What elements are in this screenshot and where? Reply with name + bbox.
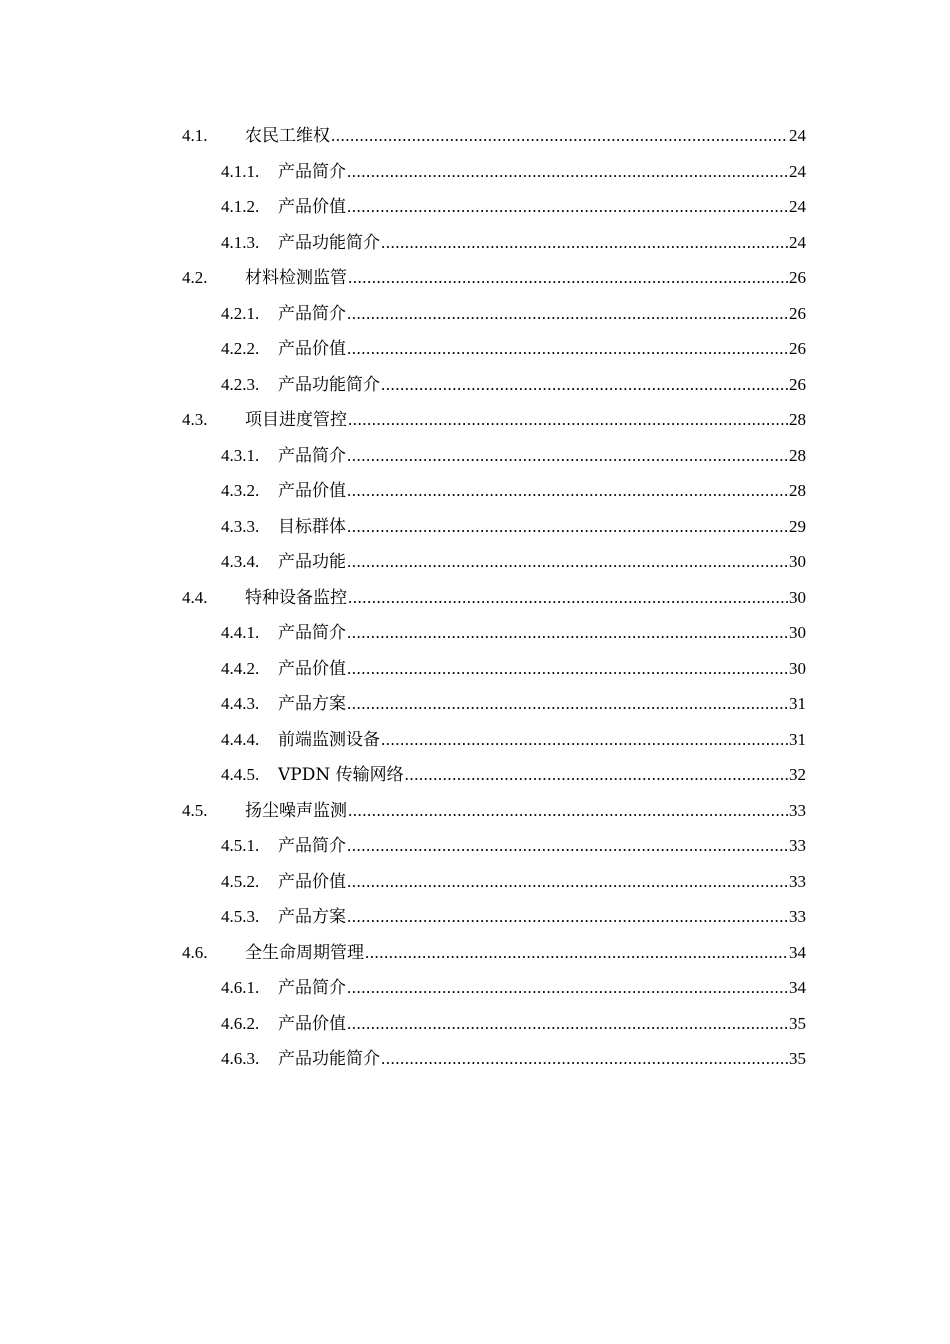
toc-number: 4.2.1.: [221, 303, 260, 323]
toc-title: 目标群体: [278, 516, 346, 537]
toc-leader: [347, 296, 788, 332]
toc-title: 产品价值: [278, 871, 346, 892]
toc-title: 产品简介: [278, 978, 346, 998]
toc-number: 4.6.1.: [221, 978, 260, 997]
toc-number: 4.6.2.: [221, 1013, 260, 1033]
toc-page: 24: [789, 126, 806, 145]
toc-page: 24: [789, 232, 806, 252]
toc-page: 35: [789, 1049, 806, 1068]
toc-number: 4.3.4.: [221, 552, 260, 571]
toc-leader: [381, 225, 788, 261]
toc-number: 4.4.3.: [221, 694, 260, 713]
toc-leader: [348, 793, 788, 829]
toc-entry[interactable]: [0, 899, 950, 935]
toc-leader: [347, 615, 788, 651]
toc-page: 33: [789, 871, 806, 891]
toc-title: 产品价值: [278, 339, 346, 359]
toc-number: 4.3.1.: [221, 445, 260, 465]
toc-leader: [381, 367, 788, 403]
toc-title: 产品功能简介: [278, 374, 380, 395]
toc-number: 4.1.2.: [221, 197, 260, 216]
toc-entry[interactable]: [0, 970, 950, 1006]
toc-number: 4.3.: [182, 410, 208, 429]
toc-title: 产品价值: [278, 658, 346, 679]
toc-number: 4.5.1.: [221, 836, 260, 855]
toc-page: 29: [789, 516, 806, 536]
toc-number: 4.4.1.: [221, 623, 260, 642]
toc-number: 4.3.3.: [221, 516, 260, 536]
toc-title: 全生命周期管理: [245, 942, 364, 963]
toc-title: 扬尘噪声监测: [245, 800, 347, 821]
toc-number: 4.6.: [182, 942, 208, 962]
toc-page: 31: [789, 694, 806, 713]
toc-title: 产品价值: [278, 481, 346, 501]
toc-page: 32: [789, 765, 806, 784]
toc-title: 材料检测监管: [245, 268, 347, 288]
toc-title: 项目进度管控: [245, 410, 347, 430]
toc-entry[interactable]: [0, 225, 950, 261]
toc-page: 28: [789, 410, 806, 429]
toc-entry[interactable]: [0, 1006, 950, 1042]
toc-number: 4.5.2.: [221, 871, 260, 891]
toc-page: 24: [789, 197, 806, 216]
toc-title: 产品功能: [278, 552, 346, 572]
toc-number: 4.2.: [182, 268, 208, 287]
toc-page: 28: [789, 445, 806, 465]
toc-entry[interactable]: [0, 189, 950, 225]
toc-leader: [365, 935, 788, 971]
toc-leader: [347, 686, 788, 722]
toc-entry[interactable]: [0, 118, 950, 154]
toc-title: 产品简介: [278, 445, 346, 466]
toc-page: 24: [789, 161, 806, 181]
toc-entry[interactable]: [0, 154, 950, 190]
toc-entry[interactable]: [0, 864, 950, 900]
toc-leader: [347, 651, 788, 687]
toc-title: 前端监测设备: [278, 729, 380, 750]
toc-title: 产品简介: [278, 161, 346, 182]
toc-page: 30: [789, 658, 806, 678]
toc-title: 产品价值: [278, 1013, 346, 1034]
toc-leader: [347, 189, 788, 225]
toc-page: 30: [789, 552, 806, 571]
toc-title: VPDN 传输网络: [278, 765, 404, 785]
toc-leader: [347, 509, 788, 545]
toc-leader: [347, 473, 788, 509]
toc-entry[interactable]: [0, 438, 950, 474]
toc-leader: [405, 757, 788, 793]
toc-number: 4.4.: [182, 587, 208, 607]
toc-title: 产品简介: [278, 303, 346, 324]
toc-page: 33: [789, 907, 806, 926]
toc-number: 4.3.2.: [221, 481, 260, 500]
toc-title: 产品简介: [278, 836, 346, 856]
toc-title: 产品价值: [278, 197, 346, 217]
toc-leader: [347, 438, 788, 474]
toc-entry[interactable]: [0, 260, 950, 296]
toc-page: 26: [789, 374, 806, 394]
toc-entry[interactable]: [0, 615, 950, 651]
toc-page: 33: [789, 836, 806, 855]
toc-number: 4.4.2.: [221, 658, 260, 678]
toc-leader: [381, 722, 788, 758]
toc-entry[interactable]: [0, 757, 950, 793]
toc-entry[interactable]: [0, 651, 950, 687]
toc-title: 产品功能简介: [278, 232, 380, 253]
toc-leader: [347, 1006, 788, 1042]
toc-leader: [348, 260, 788, 296]
toc-number: 4.4.4.: [221, 729, 260, 749]
toc-entry[interactable]: [0, 935, 950, 971]
toc-page: 28: [789, 481, 806, 500]
toc-entry[interactable]: [0, 1041, 950, 1077]
toc-leader: [331, 118, 788, 154]
toc-leader: [348, 402, 788, 438]
toc-page: 30: [789, 587, 806, 607]
toc-entry[interactable]: [0, 331, 950, 367]
toc-title: 特种设备监控: [245, 587, 347, 608]
toc-page: 26: [789, 303, 806, 323]
toc-leader: [348, 580, 788, 616]
toc-entry[interactable]: [0, 402, 950, 438]
toc-entry[interactable]: [0, 722, 950, 758]
toc-page: 34: [789, 978, 806, 997]
toc-number: 4.1.1.: [221, 161, 260, 181]
toc-page: 30: [789, 623, 806, 642]
toc-title: 产品功能简介: [278, 1049, 380, 1069]
toc-leader: [381, 1041, 788, 1077]
toc-leader: [347, 154, 788, 190]
toc-page: 26: [789, 268, 806, 287]
toc-leader: [347, 544, 788, 580]
toc-entry[interactable]: [0, 367, 950, 403]
toc-number: 4.4.5.: [221, 765, 260, 784]
toc-entry[interactable]: [0, 296, 950, 332]
toc-title: 产品简介: [278, 623, 346, 643]
toc-entry[interactable]: [0, 686, 950, 722]
toc-page: 35: [789, 1013, 806, 1033]
toc-number: 4.6.3.: [221, 1049, 260, 1068]
toc-number: 4.2.3.: [221, 374, 260, 394]
toc-title: 产品方案: [278, 694, 346, 714]
toc-entry[interactable]: [0, 580, 950, 616]
toc-page: 26: [789, 339, 806, 358]
toc-leader: [347, 899, 788, 935]
toc-leader: [347, 828, 788, 864]
toc-entry[interactable]: [0, 473, 950, 509]
toc-entry[interactable]: [0, 793, 950, 829]
toc-leader: [347, 331, 788, 367]
toc-entry[interactable]: [0, 828, 950, 864]
toc-number: 4.5.3.: [221, 907, 260, 926]
toc-number: 4.5.: [182, 800, 208, 820]
toc-title: 农民工维权: [245, 126, 330, 146]
toc-page: 33: [789, 800, 806, 820]
toc-leader: [347, 970, 788, 1006]
toc-page: 34: [789, 942, 806, 962]
toc-entry[interactable]: [0, 509, 950, 545]
toc-leader: [347, 864, 788, 900]
table-of-contents: [0, 118, 950, 1077]
toc-number: 4.1.: [182, 126, 208, 145]
toc-page: 31: [789, 729, 806, 749]
toc-title: 产品方案: [278, 907, 346, 927]
toc-entry[interactable]: [0, 544, 950, 580]
toc-number: 4.2.2.: [221, 339, 260, 358]
toc-number: 4.1.3.: [221, 232, 260, 252]
